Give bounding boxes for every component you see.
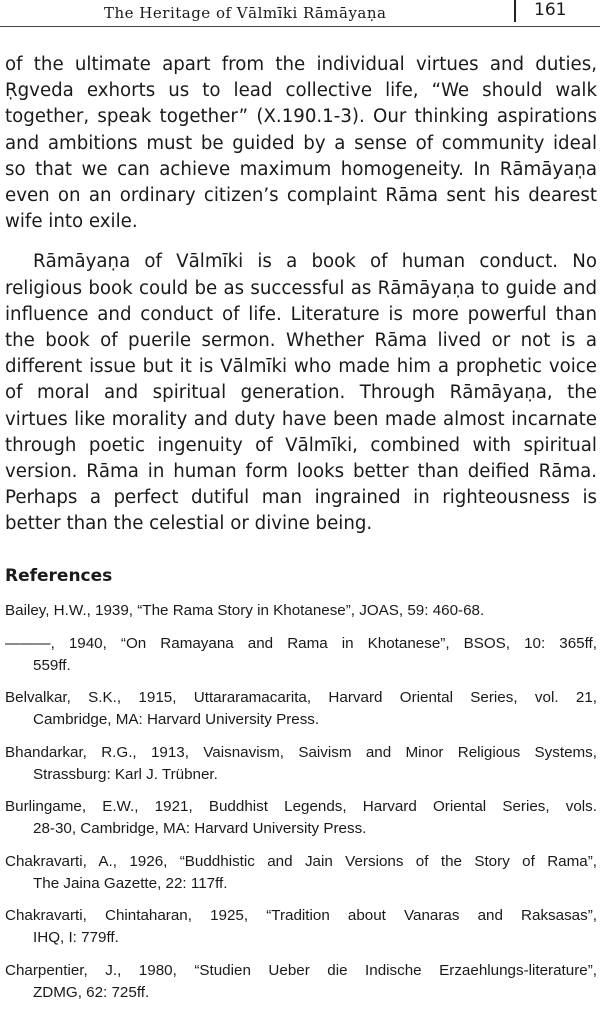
reference-line: Strassburg: Karl J. Trübner.: [33, 765, 218, 783]
text-line: so that we can achieve maximum homogeneity. In Rāmāyaṇa: [5, 158, 597, 180]
paragraph-1: [5, 52, 597, 235]
references-list: [5, 600, 597, 1014]
text-line: different issue but it is Vālmīki who made him a prophetic voice: [5, 356, 597, 378]
text-line: the book of puerile sermon. Whether Rāma lived or not is a: [5, 330, 597, 352]
paragraph-2: [5, 249, 597, 537]
reference-line: Bailey, H.W., 1939, “The Rama Story in Khotanese”, JOAS, 59: 460-68.: [5, 602, 485, 619]
body-text: [5, 52, 597, 538]
text-line: even on an ordinary citizen’s complaint Rāma sent his dearest: [5, 185, 597, 207]
text-line: through poetic ingenuity of Vālmīki, combined with spiritual: [5, 434, 597, 456]
reference-line: Bhandarkar, R.G., 1913, Vaisnavism, Saivism and Minor Religious Systems,: [5, 743, 597, 761]
text-line: together, speak together” (X.190.1-3). Our thinking aspirations: [5, 106, 597, 128]
reference-line: 28-30, Cambridge, MA: Harvard University Press.: [33, 820, 367, 837]
text-line: Ṛgveda exhorts us to lead collective life, “We should walk: [5, 80, 597, 102]
reference-item: [5, 633, 597, 677]
text-line: religious book could be as successful as Rāmāyaṇa to guide and: [5, 277, 597, 299]
reference-line: Cambridge, MA: Harvard University Press.: [33, 711, 320, 728]
text-line: Perhaps a perfect dutiful man ingrained in righteousness is: [5, 487, 597, 509]
reference-item: [5, 905, 597, 949]
text-line: wife into exile.: [5, 211, 138, 233]
paragraph-gap: [5, 235, 597, 249]
reference-line: Charpentier, J., 1980, “Studien Ueber die Indische Erzaehlungs-literature”,: [5, 961, 597, 979]
text-line: and ambitions must be guided by a sense of community ideal: [5, 132, 597, 154]
text-line: influence and conduct of life. Literature is more powerful than: [5, 303, 597, 325]
text-line: virtues like morality and duty have been made almost incarnate: [5, 408, 597, 430]
header-rule: [0, 26, 600, 27]
page-number: 161: [534, 0, 567, 20]
header-separator: [514, 0, 516, 22]
text-line: better than the celestial or divine being.: [5, 513, 373, 535]
reference-line: Chakravarti, Chintaharan, 1925, “Tradition about Vanaras and Raksasas”,: [5, 907, 597, 924]
text-line: Rāmāyaṇa of Vālmīki is a book of human conduct. No: [33, 251, 597, 273]
reference-item: [5, 960, 597, 1004]
text-line: of moral and spiritual generation. Through Rāmāyaṇa, the: [5, 382, 597, 404]
reference-item: [5, 742, 597, 786]
reference-line: Burlingame, E.W., 1921, Buddhist Legends, Harvard Oriental Series, vols.: [5, 798, 597, 815]
running-header: [0, 0, 600, 32]
reference-line: ———, 1940, “On Ramayana and Rama in Khotanese”, BSOS, 10: 365ff,: [5, 634, 597, 652]
text-line: version. Rāma in human form looks better than deified Rāma.: [5, 461, 597, 483]
reference-line: 559ff.: [33, 656, 71, 674]
running-title: The Heritage of Vālmīki Rāmāyaṇa: [104, 4, 387, 22]
text-line: of the ultimate apart from the individual virtues and duties,: [5, 54, 597, 75]
reference-item: [5, 600, 597, 622]
reference-line: Chakravarti, A., 1926, “Buddhistic and Jain Versions of the Story of Rama”,: [5, 852, 597, 870]
references-heading: References: [5, 566, 113, 586]
reference-line: The Jaina Gazette, 22: 117ff.: [33, 874, 228, 892]
reference-item: [5, 687, 597, 731]
reference-item: [5, 851, 597, 895]
reference-item: [5, 796, 597, 840]
reference-line: Belvalkar, S.K., 1915, Uttararamacarita, Harvard Oriental Series, vol. 21,: [5, 689, 597, 706]
reference-line: ZDMG, 62: 725ff.: [33, 983, 150, 1001]
reference-line: IHQ, I: 779ff.: [33, 929, 119, 946]
